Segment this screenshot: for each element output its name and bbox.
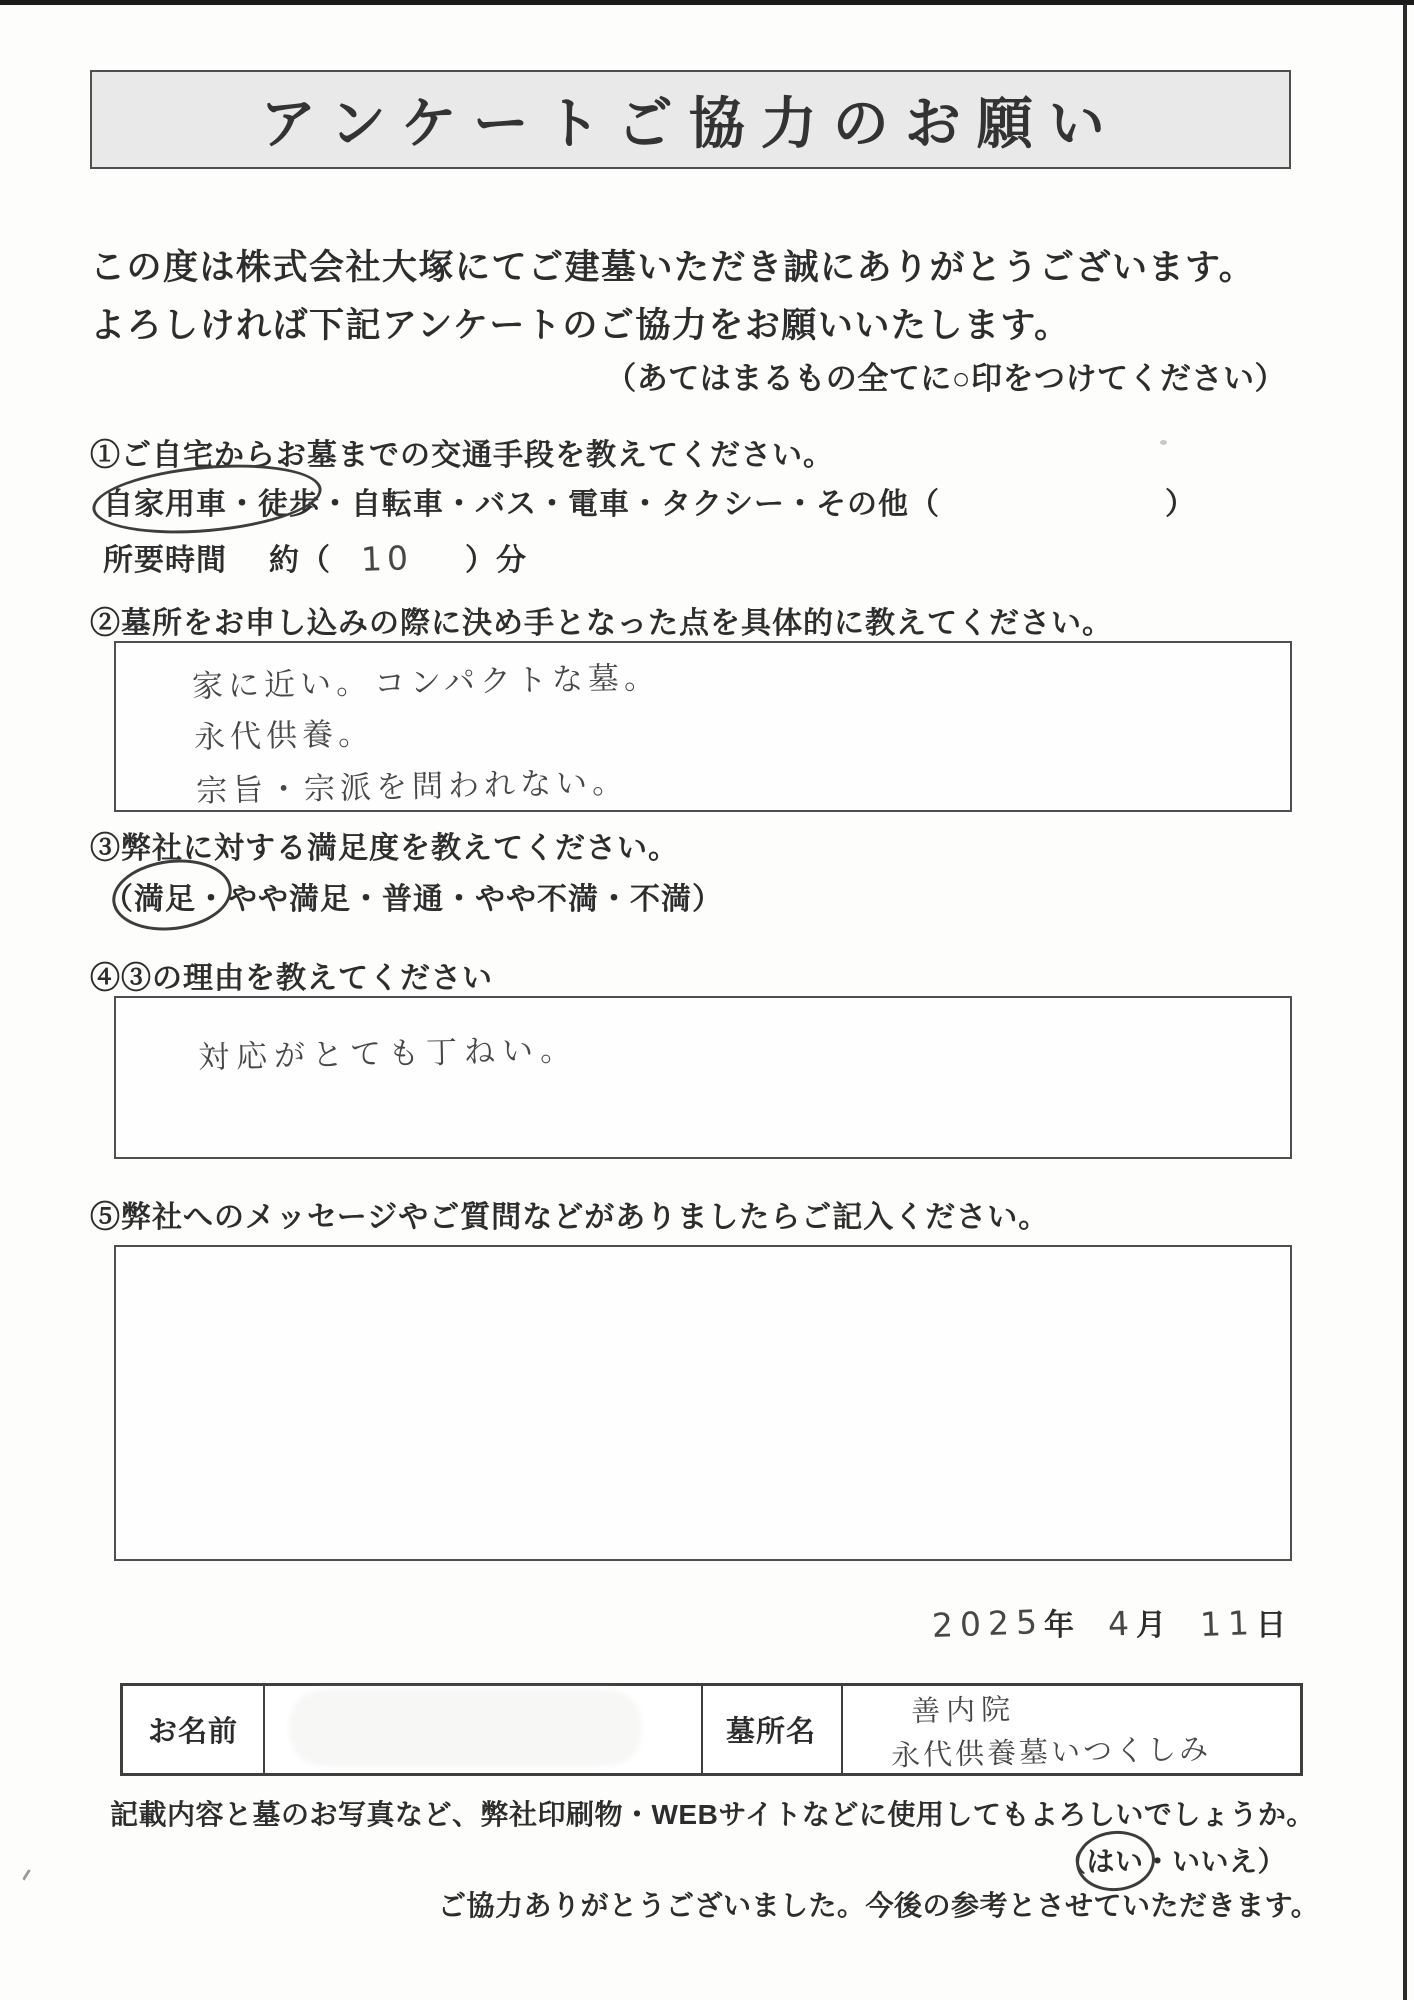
date-month-handwritten: 4 [1107,1603,1137,1644]
question-4-label: ④③の理由を教えてください [90,962,493,995]
page-title: アンケートご協力のお願い [260,91,1121,155]
intro-line-1: この度は株式会社大塚にてご建墓いただき誠にありがとうございます。 [90,248,1256,287]
date-year-handwritten: 2025 [931,1602,1045,1645]
grave-label-cell: 墓所名 [725,1716,816,1748]
date-day-label: 日 [1256,1609,1286,1642]
footer-yes-circled: はい [1086,1846,1144,1877]
instruction-note: （あてはまるもの全てに○印をつけてください） [605,361,1286,396]
scan-speck [1160,440,1167,445]
q1-time-handwritten-value: 10 [360,538,414,579]
q3-options-rest: ・やや満足・普通・やや不満・不満） [196,883,723,916]
q1-time-mid: 約（ [269,544,331,577]
footer-yes-wrapper [1086,1840,1143,1880]
table-divider [263,1686,265,1773]
date-line [932,1600,1286,1644]
grave-name-handwritten-line1: 善内院 [910,1691,1017,1729]
question-1-label: ①ご自宅からお墓までの交通手段を教えてください。 [90,439,834,472]
scan-right-edge-artifact [1403,4,1407,2000]
q1-time-prefix: 所要時間 [103,544,227,577]
name-label-cell: お名前 [147,1716,238,1748]
q2-handwritten-line1a: 家に近い。 [191,665,373,705]
q2-handwritten-line1b: コンパクトな墓。 [373,660,661,702]
question-5-label: ⑤弊社へのメッセージやご質問などがありましたらご記入ください。 [90,1201,1050,1234]
scan-margin-mark [22,1869,41,1887]
footer-paren-open: （ [1057,1846,1087,1877]
q1-options-rest: ・徒歩・自転車・バス・電車・タクシー・その他（ [227,488,940,521]
question-2-answer-box [114,641,1292,812]
question-4-answer-box [114,996,1292,1159]
question-5-answer-box [114,1245,1292,1561]
intro-line-2: よろしければ下記アンケートのご協力をお願いいたします。 [90,306,1071,345]
title-banner [90,70,1291,169]
q1-option-circled: 自家用車 [103,488,227,521]
footer-options-rest: ・いいえ） [1143,1846,1286,1877]
redacted-name-area [293,1694,638,1762]
footer-yes-no [1058,1840,1286,1880]
footer-thanks: ご協力ありがとうございました。今後の参考とさせていただきます。 [438,1890,1320,1921]
date-month-label: 月 [1136,1609,1166,1642]
q4-handwritten-answer: 対応がとても丁ねい。 [197,1032,579,1076]
question-1-duration [103,535,527,579]
q3-paren-open: （ [103,883,134,916]
date-day-handwritten: 11 [1199,1603,1257,1644]
q2-handwritten-line2: 永代供養。 [193,716,375,756]
respondent-info-table [120,1683,1303,1776]
question-3-label: ③弊社に対する満足度を教えてください。 [90,832,679,865]
table-divider [841,1686,843,1773]
date-year-label: 年 [1044,1609,1074,1642]
q2-handwritten-line3: 宗旨・宗派を問われない。 [195,764,629,810]
scan-top-edge-artifact [0,0,1414,5]
grave-name-handwritten-line2: 永代供養墓いつくしみ [890,1731,1212,1773]
question-2-label: ②墓所をお申し込みの際に決め手となった点を具体的に教えてください。 [90,607,1113,640]
q1-time-suffix: ）分 [465,544,527,577]
footer-usage-question: 記載内容と墓のお写真など、弊社印刷物・WEBサイトなどに使用してもよろしいでしょうか。 [110,1799,1315,1830]
q3-option-circled: 満足 [134,883,196,916]
q1-paren-close: ） [1165,488,1196,521]
